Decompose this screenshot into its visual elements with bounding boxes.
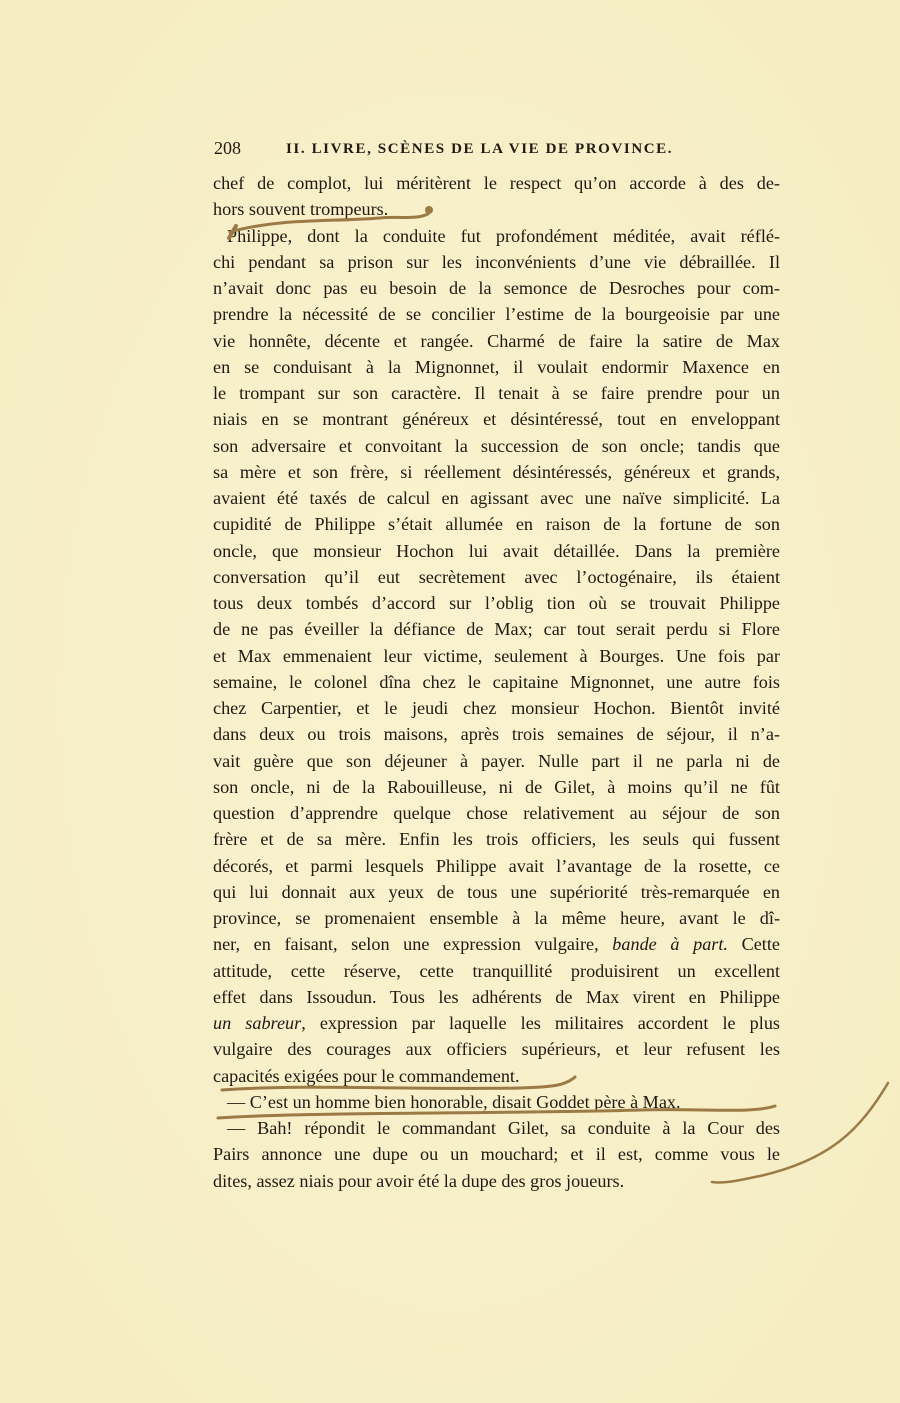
line-text: vie honnête, décente et rangée. Charmé de faire la satire de Max	[213, 330, 780, 351]
line-text: n’avait donc pas eu besoin de la semonce de Desroches pour com-	[213, 278, 780, 298]
line-text: vulgaire des courages aux officiers supérieurs, et leur refusent les	[213, 1039, 780, 1060]
text-line	[213, 223, 780, 249]
line-text: sa mère et son frère, si réellement désintéressés, généreux et grands,	[213, 461, 780, 482]
text-line	[213, 643, 780, 669]
text-line	[213, 748, 780, 774]
line-text: — Bah! répondit le commandant Gilet, sa conduite à la Cour des	[227, 1118, 780, 1138]
text-line	[213, 170, 780, 196]
text-line	[213, 275, 780, 301]
text-line	[213, 931, 780, 957]
line-text: avaient été taxés de calcul en agissant avec une naïve simplicité. La	[213, 488, 780, 508]
text-line	[213, 485, 780, 511]
text-line	[213, 905, 780, 931]
line-text: en se conduisant à la Mignonnet, il voulait endormir Maxence en	[213, 356, 780, 377]
text-line	[213, 853, 780, 879]
line-text: chez Carpentier, et le jeudi chez monsieur Hochon. Bientôt invité	[213, 698, 780, 718]
line-text: semaine, le colonel dîna chez le capitaine Mignonnet, une autre fois	[213, 671, 780, 692]
text-line	[213, 984, 780, 1010]
text-line	[213, 958, 780, 984]
line-text: et Max emmenaient leur victime, seulement à Bourges. Une fois par	[213, 645, 780, 666]
text-line	[213, 616, 780, 642]
line-text: vait guère que son déjeuner à payer. Nulle part il ne parla ni de	[213, 750, 780, 771]
line-text: décorés, et parmi lesquels Philippe avait l’avantage de la rosette, ce	[213, 855, 780, 876]
text-line	[213, 354, 780, 380]
text-line	[213, 433, 780, 459]
line-text: frère et de sa mère. Enfin les trois officiers, les seuls qui fussent	[213, 829, 780, 850]
line-text: cupidité de Philippe s’était allumée en raison de la fortune de son	[213, 514, 780, 535]
line-text: — C’est un homme bien honorable, disait Goddet père à Max.	[227, 1091, 681, 1112]
text-line	[213, 1168, 780, 1194]
text-line	[213, 1010, 780, 1036]
line-text: hors souvent trompeurs.	[213, 199, 389, 220]
line-text: capacités exigées pour le commandement.	[213, 1065, 520, 1086]
text-line	[213, 879, 780, 905]
text-line	[213, 774, 780, 800]
text-line	[213, 590, 780, 616]
text-line	[213, 301, 780, 327]
line-text: conversation qu’il eut secrètement avec l’octogénaire, ils étaient	[213, 566, 780, 587]
line-text: dans deux ou trois maisons, après trois semaines de séjour, il n’a-	[213, 724, 780, 745]
line-text: prendre la nécessité de se concilier l’estime de la bourgeoisie par une	[213, 304, 780, 325]
text-line	[213, 1063, 780, 1089]
text-line	[213, 406, 780, 432]
line-text: ner, en faisant, selon une expression vulgaire,	[213, 934, 613, 955]
running-title: II. LIVRE, SCÈNES DE LA VIE DE PROVINCE.	[286, 141, 674, 157]
line-text: , expression par laquelle les militaires accordent le plus	[301, 1013, 780, 1033]
line-text: dites, assez niais pour avoir été la dupe des gros joueurs.	[213, 1170, 625, 1191]
line-text: son adversaire et convoitant la succession de son oncle; tandis que	[213, 435, 780, 456]
line-text: Cette	[727, 934, 780, 955]
text-line	[213, 249, 780, 275]
italic-text: bande à part.	[612, 934, 728, 955]
text-line	[213, 538, 780, 564]
page-body-text	[213, 170, 780, 1194]
italic-text: un sabreur	[213, 1013, 302, 1033]
line-text: effet dans Issoudun. Tous les adhérents de Max virent en Philippe	[213, 986, 780, 1007]
text-line	[213, 564, 780, 590]
line-text: question d’apprendre quelque chose relativement au séjour de son	[213, 803, 780, 823]
text-line	[213, 721, 780, 747]
text-line	[213, 800, 780, 826]
line-text: Philippe, dont la conduite fut profondément méditée, avait réflé-	[227, 225, 780, 246]
line-text: qui lui donnait aux yeux de tous une supériorité très-remarquée en	[213, 881, 780, 902]
text-line	[213, 826, 780, 852]
line-text: son oncle, ni de la Rabouilleuse, ni de Gilet, à moins qu’il ne fût	[213, 776, 780, 797]
text-line	[213, 1089, 780, 1115]
line-text: le trompant sur son caractère. Il tenait à se faire prendre pour un	[213, 383, 780, 403]
line-text: province, se promenaient ensemble à la même heure, avant le dî-	[213, 908, 780, 928]
text-line	[213, 196, 780, 222]
text-line	[213, 380, 780, 406]
text-line	[213, 695, 780, 721]
line-text: oncle, que monsieur Hochon lui avait détaillée. Dans la première	[213, 540, 780, 561]
text-line	[213, 328, 780, 354]
line-text: niais en se montrant généreux et désintéressé, tout en enveloppant	[213, 409, 780, 430]
line-text: chi pendant sa prison sur les inconvénients d’une vie débraillée. Il	[213, 251, 780, 272]
text-line	[213, 1036, 780, 1062]
line-text: tous deux tombés d’accord sur l’oblig tion où se trouvait Philippe	[213, 593, 780, 613]
line-text: chef de complot, lui méritèrent le respect qu’on accorde à des de-	[213, 173, 780, 193]
line-text: de ne pas éveiller la défiance de Max; car tout serait perdu si Flore	[213, 619, 780, 640]
text-line	[213, 1141, 780, 1167]
text-line	[213, 511, 780, 537]
page-header	[214, 138, 714, 164]
page-number: 208	[214, 138, 241, 158]
text-line	[213, 459, 780, 485]
line-text: attitude, cette réserve, cette tranquillité produisirent un excellent	[213, 960, 780, 981]
text-line	[213, 669, 780, 695]
line-text: Pairs annonce une dupe ou un mouchard; et il est, comme vous le	[213, 1144, 780, 1165]
text-line	[213, 1115, 780, 1141]
